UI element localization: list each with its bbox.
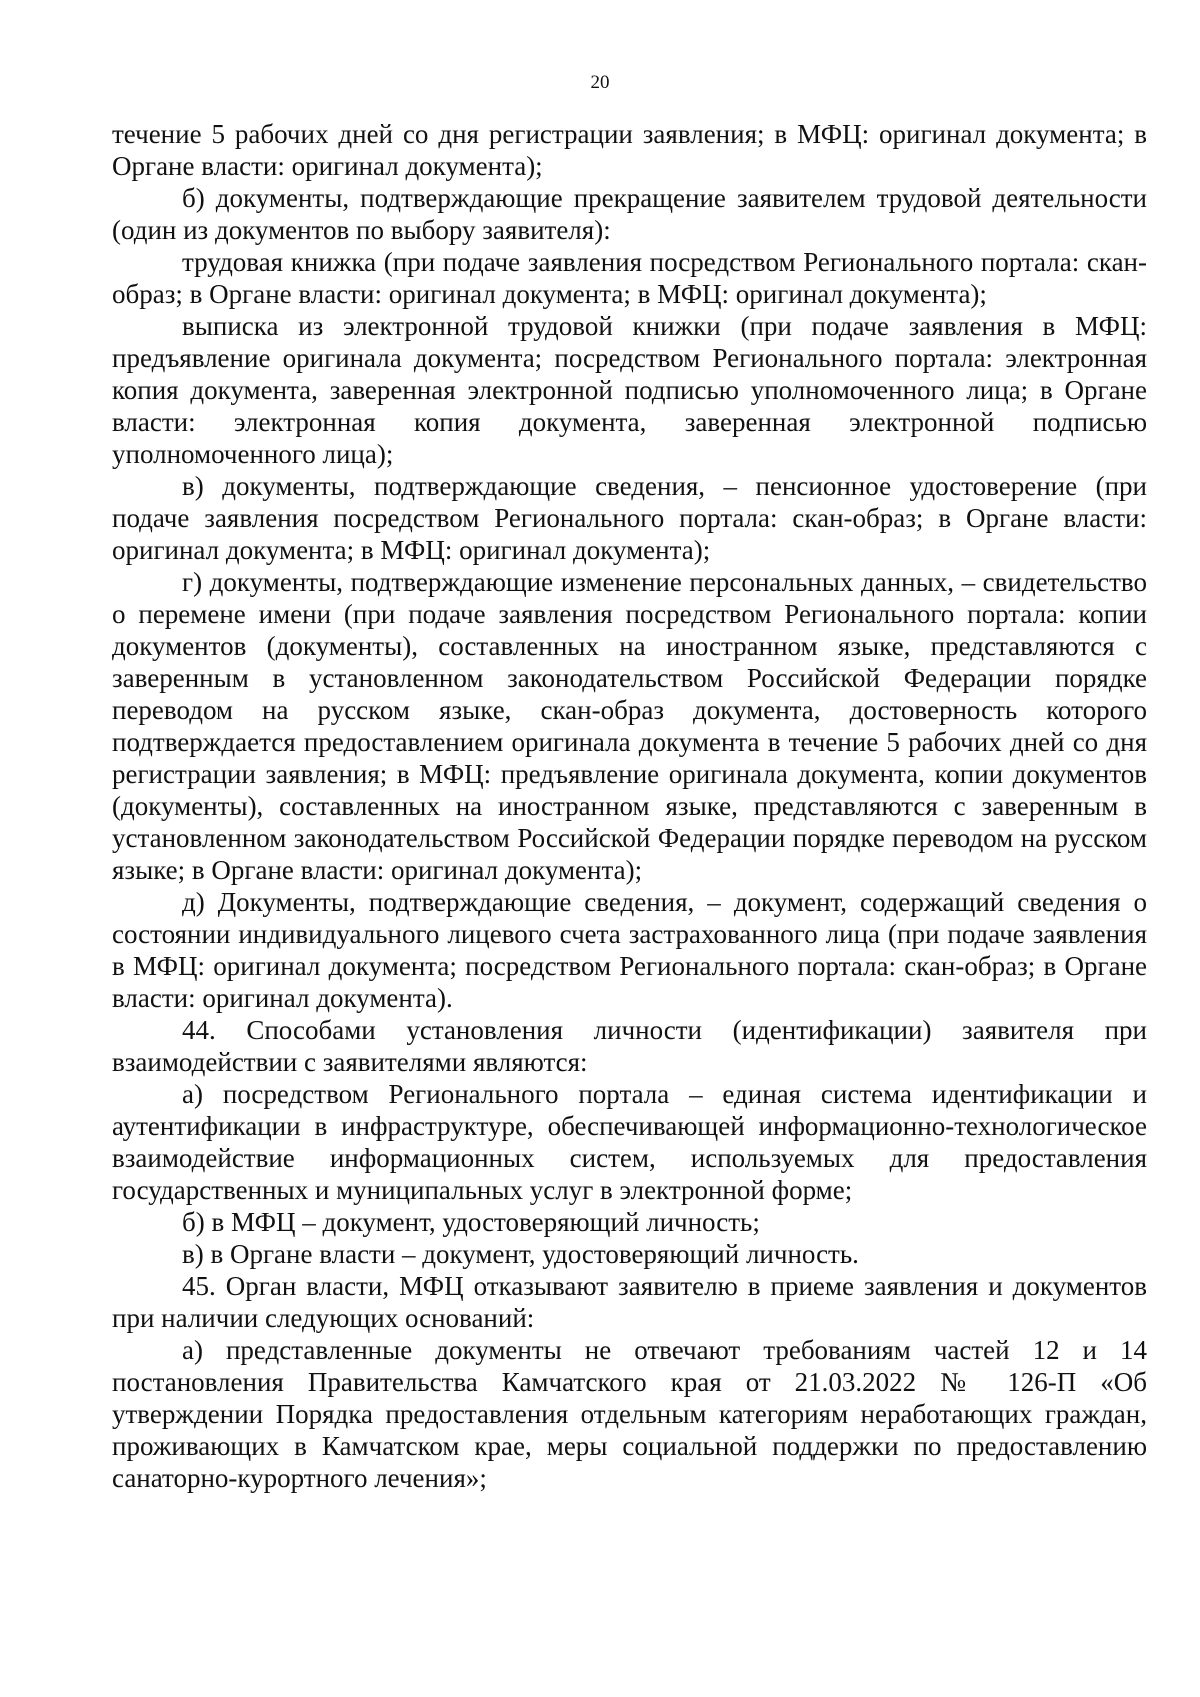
paragraph-work-book: трудовая книжка (при подаче заявления посредством Регионального портала: скан-образ; в Органе власти: оригинал документа; в МФЦ: оригинал документа); (112, 247, 1147, 309)
document-body (112, 118, 1147, 1494)
page-number: 20 (590, 72, 610, 93)
paragraph-item-b-employment-docs: б) документы, подтверждающие прекращение заявителем трудовой деятельности (один из документов по выбору заявителя): (112, 183, 1147, 245)
paragraph-45-refusal: 45. Орган власти, МФЦ отказывают заявителю в приеме заявления и документов при наличии следующих оснований: (112, 1271, 1147, 1333)
paragraph-44-a-portal: а) посредством Регионального портала – единая система идентификации и аутентификации в инфраструктуре, обеспечивающей информационно-технологическое взаимодействие информационных систем, используемых для предоставления государственных и муниципальных услуг в электронной форме; (112, 1079, 1147, 1205)
paragraph-continuation: течение 5 рабочих дней со дня регистрации заявления; в МФЦ: оригинал документа; в Органе власти: оригинал документа); (112, 119, 1147, 181)
paragraph-44-v-authority: в) в Органе власти – документ, удостоверяющий личность. (182, 1239, 859, 1269)
paragraph-item-v-pension-certificate: в) документы, подтверждающие сведения, – пенсионное удостоверение (при подаче заявления посредством Регионального портала: скан-образ; в Органе власти: оригинал документа; в МФЦ: оригинал документа); (112, 471, 1147, 565)
paragraph-item-d-personal-account: д) Документы, подтверждающие сведения, – документ, содержащий сведения о состоянии индивидуального лицевого счета застрахованного лица (при подаче заявления в МФЦ: оригинал документа; посредством Регионального портала: скан-образ; в Органе власти: оригинал документа). (112, 887, 1147, 1013)
paragraph-44-identification: 44. Способами установления личности (идентификации) заявителя при взаимодействии с заявителями являются: (112, 1015, 1147, 1077)
paragraph-item-g-name-change: г) документы, подтверждающие изменение персональных данных, – свидетельство о перемене имени (при подаче заявления посредством Регионального портала: копии документов (документы), составленных на иностранном языке, представляются с заверенным в установленном законодательством Российской Федерации порядке переводом на русском языке, скан-образ документа, достоверность которого подтверждается предоставлением оригинала документа в течение 5 рабочих дней со дня регистрации заявления; в МФЦ: предъявление оригинала документа, копии документов (документы), составленных на иностранном языке, представляются с заверенным в установленном законодательством Российской Федерации порядке переводом на русском языке; в Органе власти: оригинал документа); (112, 567, 1147, 885)
paragraph-electronic-work-book: выписка из электронной трудовой книжки (при подаче заявления в МФЦ: предъявление оригинала документа; посредством Регионального портала: электронная копия документа, заверенная электронной подписью уполномоченного лица; в Органе власти: электронная копия документа, заверенная электронной подписью уполномоченного лица); (112, 311, 1147, 469)
paragraph-44-b-mfc: б) в МФЦ – документ, удостоверяющий личность; (182, 1207, 760, 1237)
paragraph-45-a-requirements: а) представленные документы не отвечают требованиям частей 12 и 14 постановления Правительства Камчатского края от 21.03.2022 № 126-П «Об утверждении Порядка предоставления отдельным категориям неработающих граждан, проживающих в Камчатском крае, меры социальной поддержки по предоставлению санаторно-курортного лечения»; (112, 1335, 1147, 1493)
